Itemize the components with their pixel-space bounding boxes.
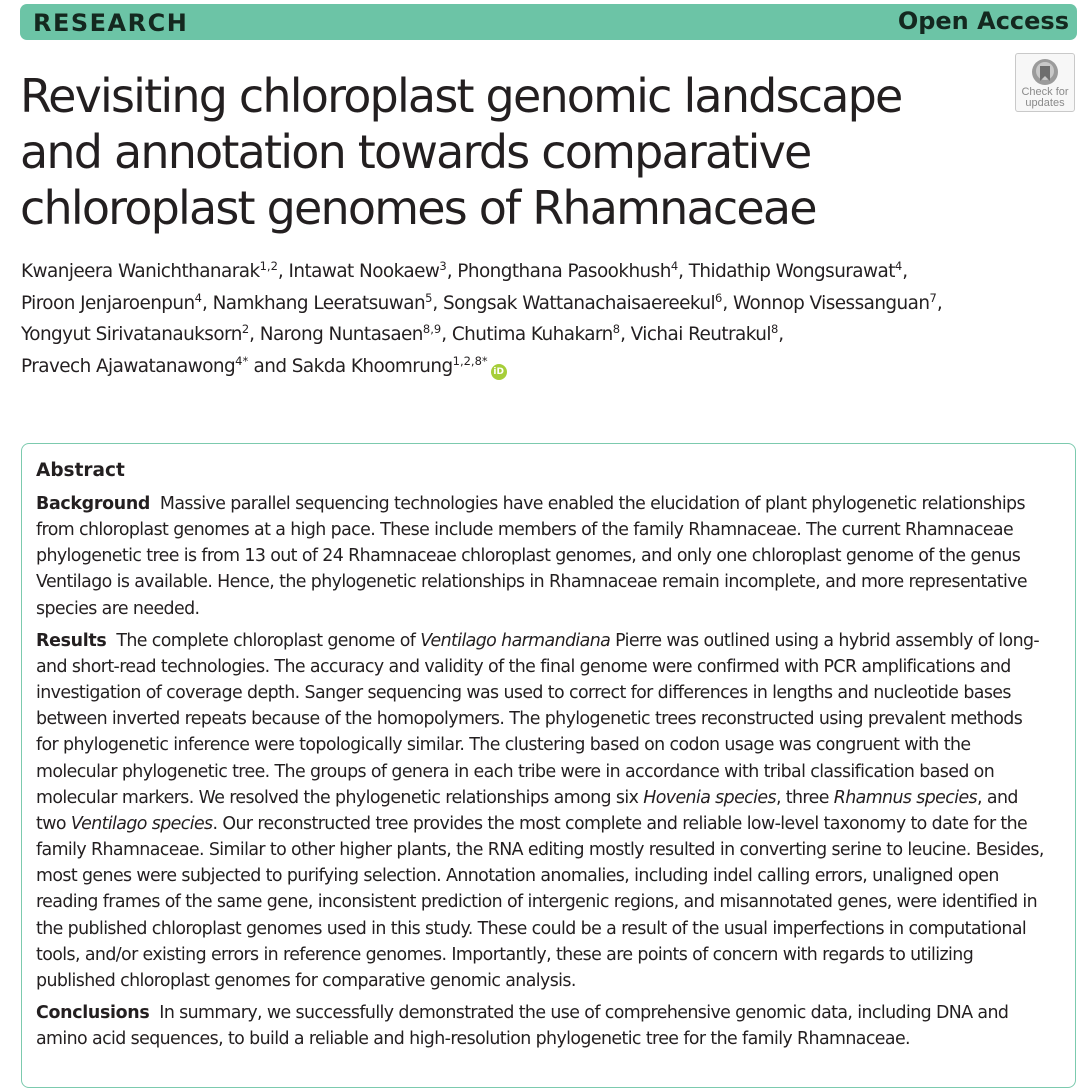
- author[interactable]: Sakda Khoomrung$^{1,2,8*}$: [291, 353, 488, 377]
- article-title: Revisiting chloroplast genomic landscape and annotation towards comparative chloroplast genomes of Rhamnaceae: [20, 69, 902, 235]
- author[interactable]: Songsak Wattanachaisaereekul$^6$: [443, 290, 723, 314]
- results-heading: Results: [36, 630, 107, 651]
- open-access-label[interactable]: Open Access: [897, 7, 1069, 35]
- author[interactable]: Phongthana Pasookhush$^4$: [457, 259, 679, 282]
- affiliation-marker: 8: [612, 322, 621, 337]
- background-heading: Background: [36, 494, 151, 514]
- author[interactable]: Kwanjeera Wanichthanarak$^{1,2}$: [21, 259, 278, 282]
- species-name: Hovenia species: [643, 787, 776, 808]
- affiliation-marker: 1,2,8*: [452, 353, 488, 368]
- affiliation-marker: 6: [715, 290, 723, 305]
- abstract-conclusions: [36, 1000, 1046, 1052]
- author[interactable]: Intawat Nookaew$^3$: [288, 259, 447, 282]
- check-for-updates-icon: [1030, 57, 1060, 87]
- affiliation-marker: 1,2: [259, 259, 278, 273]
- check-for-updates-line2: updates: [1025, 97, 1065, 109]
- affiliation-marker: 4*: [235, 353, 249, 368]
- author[interactable]: Narong Nuntasaen$^{8,9}$: [259, 322, 442, 346]
- affiliation-marker: 4: [894, 259, 903, 273]
- author-list: Kwanjeera Wanichthanarak$^{1,2}$, Intawat Nookaew$^3$, Phongthana Pasookhush$^4$, Thidathip Wongsurawat$^4$, Piroon Jenjaroenpun$^4$, Namkhang Leeratsuwan$^5$, Songsak Wattanachaisaereekul$^6$, Wonnop Visessanguan$^7$, Yongyut Sirivatanauksorn$^2$, Narong Nuntasaen$^{8,9}$, Chutima Kuhakarn$^8$, Vichai Reutrakul$^8$, Pravech Ajawatanawong$^{4*}$ and Sakda Khoomrung$^{1,2,8*}$iD: [21, 256, 1071, 382]
- author[interactable]: Namkhang Leeratsuwan$^5$: [212, 290, 433, 314]
- author[interactable]: Piroon Jenjaroenpun$^4$: [21, 290, 202, 314]
- affiliation-marker: 4: [670, 259, 679, 273]
- author[interactable]: Chutima Kuhakarn$^8$: [451, 322, 621, 346]
- article-type-banner: [20, 4, 1077, 40]
- affiliation-marker: 4: [194, 290, 202, 305]
- author[interactable]: Thidathip Wongsurawat$^4$: [688, 259, 903, 282]
- abstract-background: [36, 491, 1046, 622]
- check-for-updates-line1: Check for: [1021, 86, 1069, 98]
- article-type-label: RESEARCH: [33, 9, 189, 37]
- conclusions-heading: Conclusions: [36, 1002, 150, 1023]
- affiliation-marker: 8: [770, 322, 779, 337]
- author[interactable]: Wonnop Visessanguan$^7$: [732, 290, 937, 314]
- background-text: Massive parallel sequencing technologies have enabled the elucidation of plant phylogenetic relationships from chloroplast genomes at a high pace. These include members of the family Rhamnaceae. The current Rhamnaceae phylogenetic tree is from 13 out of 24 Rhamnaceae chloroplast genomes, and only one chloroplast genome of the genus Ventilago is available. Hence, the phylogenetic relationships in Rhamnaceae remain incomplete, and more representative species are needed.: [36, 494, 1027, 619]
- species-name: Rhamnus species: [833, 787, 978, 808]
- abstract-heading: Abstract: [36, 460, 125, 481]
- affiliation-marker: 2: [241, 322, 250, 337]
- species-name: Ventilago species: [70, 813, 213, 834]
- author[interactable]: Pravech Ajawatanawong$^{4*}$: [21, 353, 249, 377]
- check-for-updates-badge[interactable]: [1015, 53, 1075, 112]
- orcid-icon[interactable]: iD: [491, 364, 507, 380]
- affiliation-marker: 8,9: [422, 322, 442, 337]
- author[interactable]: Yongyut Sirivatanauksorn$^2$: [21, 322, 250, 346]
- affiliation-marker: 7: [929, 290, 937, 305]
- species-name: Ventilago harmandiana: [420, 630, 611, 651]
- abstract-results: Results The complete chloroplast genome of Ventilago harmandiana Pierre was outlined using a hybrid assembly of long- and short-read technologies. The accuracy and validity of the final genome were confirmed with PCR amplifications and investigation of coverage depth. Sanger sequencing was used to correct for differences in lengths and nucleotide bases between inverted repeats because of the homopolymers. The phylogenetic trees reconstructed using prevalent methods for phylogenetic inference were topologically similar. The clustering based on codon usage was congruent with the molecular phylogenetic tree. The groups of genera in each tribe were in accordance with tribal classification based on molecular markers. We resolved the phylogenetic relationships among six Hovenia species, three Rhamnus species, and two Ventilago species. Our reconstructed tree provides the most complete and reliable low-level taxonomy to date for the family Rhamnaceae. Similar to other higher plants, the RNA editing mostly resulted in converting serine to leucine. Besides, most genes were subjected to purifying selection. Annotation anomalies, including indel calling errors, unaligned open reading frames of the same gene, inconsistent prediction of intergenic regions, and misannotated genes, were identified in the published chloroplast genomes used in this study. These could be a result of the usual imperfections in computational tools, and/or existing errors in reference genomes. Importantly, these are points of concern with regards to utilizing published chloroplast genomes for comparative genomic analysis.: [36, 630, 1044, 991]
- author[interactable]: Vichai Reutrakul$^8$: [630, 322, 779, 346]
- abstract-box: [21, 443, 1076, 1088]
- conclusions-text: In summary, we successfully demonstrated the use of comprehensive genomic data, including DNA and amino acid sequences, to build a reliable and high-resolution phylogenetic tree for the family Rhamnaceae.: [36, 1002, 1009, 1050]
- affiliation-marker: 5: [425, 290, 433, 305]
- affiliation-marker: 3: [439, 259, 447, 273]
